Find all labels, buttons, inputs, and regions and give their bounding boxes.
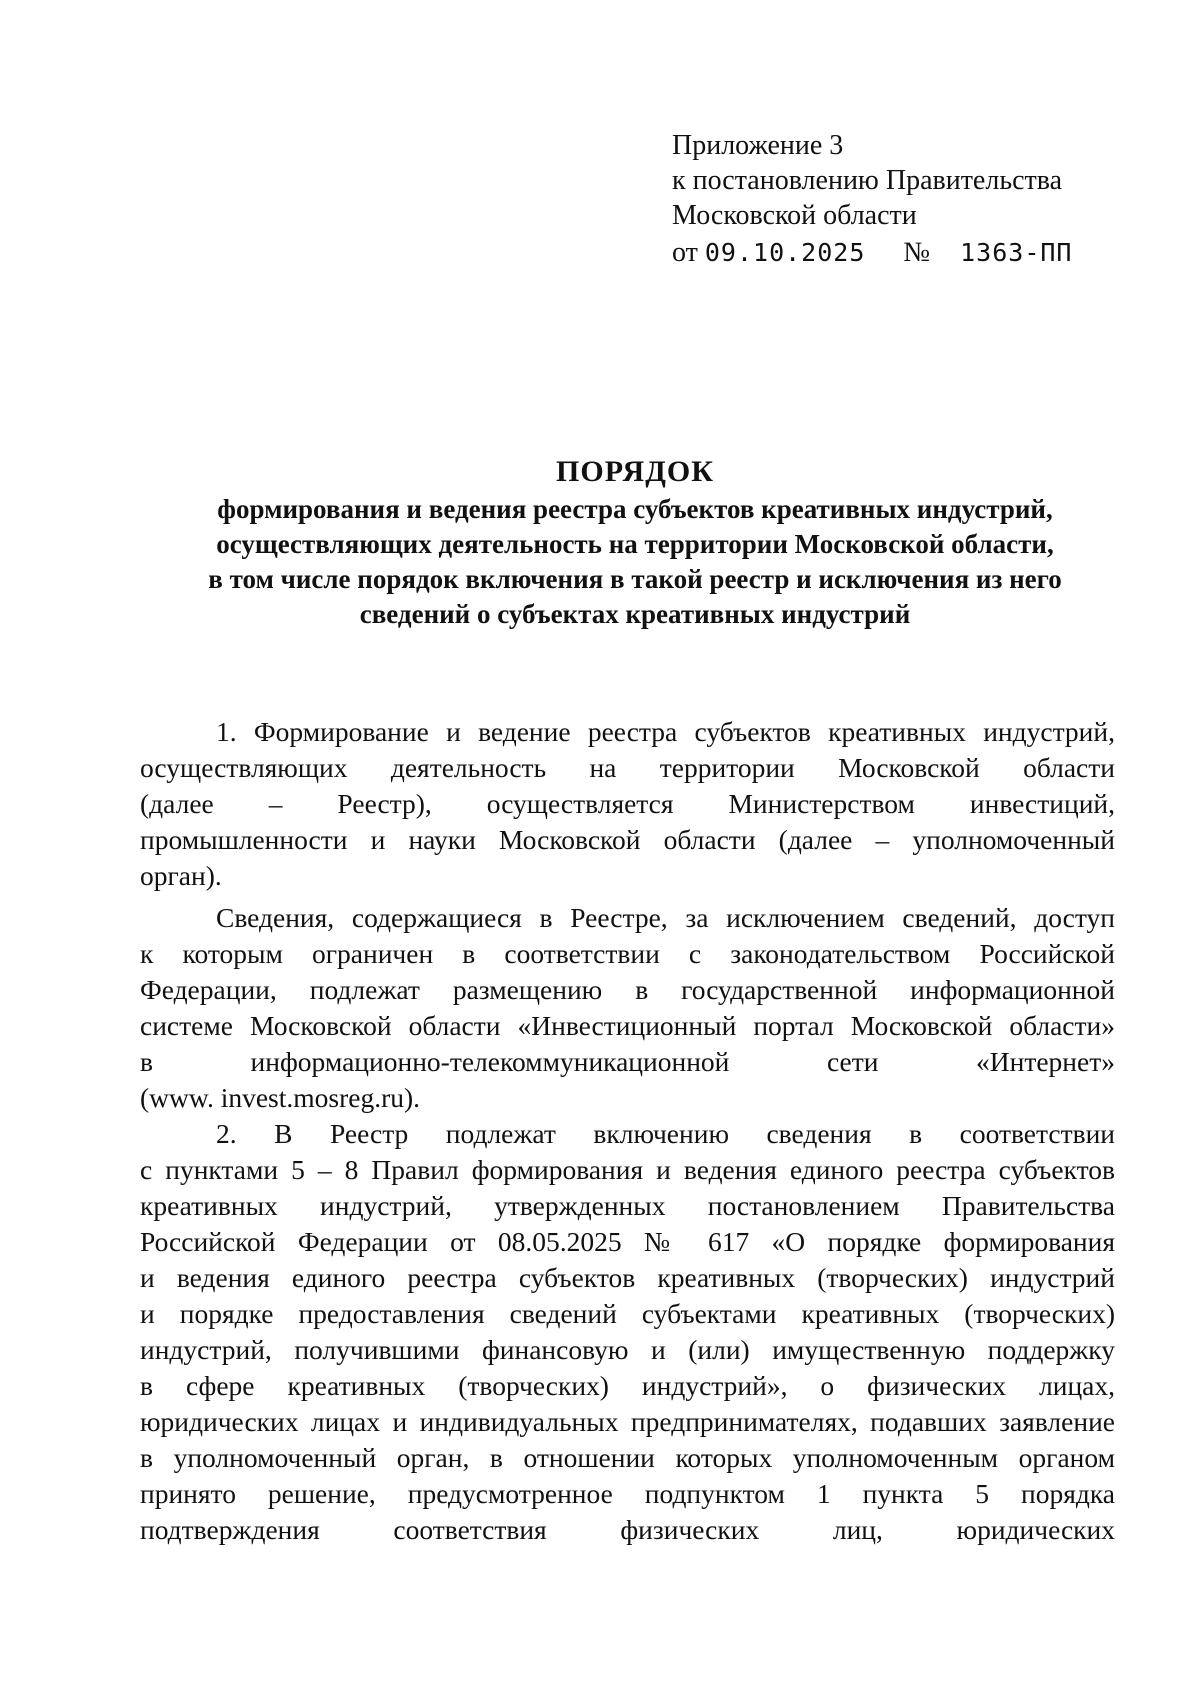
text-line: 1. Формирование и ведение реестра субъектов креативных индустрий, xyxy=(216,716,1115,747)
text-line: (www. invest.mosreg.ru). xyxy=(140,1082,421,1113)
resolution-number: 1363-ПП xyxy=(960,238,1073,267)
title-line: сведений о субъектах креативных индустрий xyxy=(359,599,911,629)
text-line: и порядке предоставления сведений субъектами креативных (творческих) xyxy=(140,1298,1115,1329)
annex-header xyxy=(672,128,1132,270)
annex-date-line xyxy=(672,235,1132,270)
number-sign: № xyxy=(903,237,931,268)
text-line: Сведения, содержащиеся в Реестре, за исключением сведений, доступ xyxy=(216,902,1115,933)
text-line: и ведения единого реестра субъектов креативных (творческих) индустрий xyxy=(140,1262,1115,1293)
resolution-date: 09.10.2025 xyxy=(704,238,866,267)
title-line: в том числе порядок включения в такой реестр и исключения из него xyxy=(208,564,1062,594)
title-line: формирования и ведения реестра субъектов креативных индустрий, xyxy=(217,494,1053,524)
text-line: промышленности и науки Московской области (далее – уполномоченный xyxy=(140,824,1115,855)
annex-resolution-ref: к постановлению Правительства xyxy=(672,165,1063,196)
date-prefix: от xyxy=(672,237,698,268)
document-body xyxy=(140,714,1115,1548)
annex-number: Приложение 3 xyxy=(672,130,844,161)
text-line: подтверждения соответствия физических лиц, юридических xyxy=(140,1514,1115,1545)
text-line: юридических лицах и индивидуальных предпринимателях, подавших заявление xyxy=(140,1406,1115,1437)
text-line: 2. В Реестр подлежат включению сведения в соответствии xyxy=(216,1118,1115,1149)
text-line: Федерации, подлежат размещению в государственной информационной xyxy=(140,974,1115,1005)
title-line: осуществляющих деятельность на территории Московской области, xyxy=(216,529,1054,559)
text-line: в информационно-телекоммуникационной сети «Интернет» xyxy=(140,1046,1115,1077)
paragraph-3 xyxy=(140,1116,1115,1548)
annex-region: Московской области xyxy=(672,200,917,231)
text-line: к которым ограничен в соответствии с законодательством Российской xyxy=(140,938,1115,969)
paragraph-1 xyxy=(140,714,1115,894)
document-title xyxy=(140,452,1130,632)
title-main: ПОРЯДОК xyxy=(556,455,714,488)
text-line: орган). xyxy=(140,860,222,891)
text-line: (далее – Реестр), осуществляется Министерством инвестиций, xyxy=(140,788,1115,819)
text-line: системе Московской области «Инвестиционный портал Московской области» xyxy=(140,1010,1115,1041)
text-line: креативных индустрий, утвержденных постановлением Правительства xyxy=(140,1190,1115,1221)
text-line: с пунктами 5 – 8 Правил формирования и ведения единого реестра субъектов xyxy=(140,1154,1115,1185)
text-line: в уполномоченный орган, в отношении которых уполномоченным органом xyxy=(140,1442,1115,1473)
text-line: принято решение, предусмотренное подпунктом 1 пункта 5 порядка xyxy=(140,1478,1115,1509)
text-line: Российской Федерации от 08.05.2025 № 617 «О порядке формирования xyxy=(140,1226,1115,1257)
text-line: в сфере креативных (творческих) индустрий», о физических лицах, xyxy=(140,1370,1115,1401)
text-line: осуществляющих деятельность на территории Московской области xyxy=(140,752,1115,783)
text-line: индустрий, получившими финансовую и (или) имущественную поддержку xyxy=(140,1334,1115,1365)
paragraph-2 xyxy=(140,900,1115,1116)
